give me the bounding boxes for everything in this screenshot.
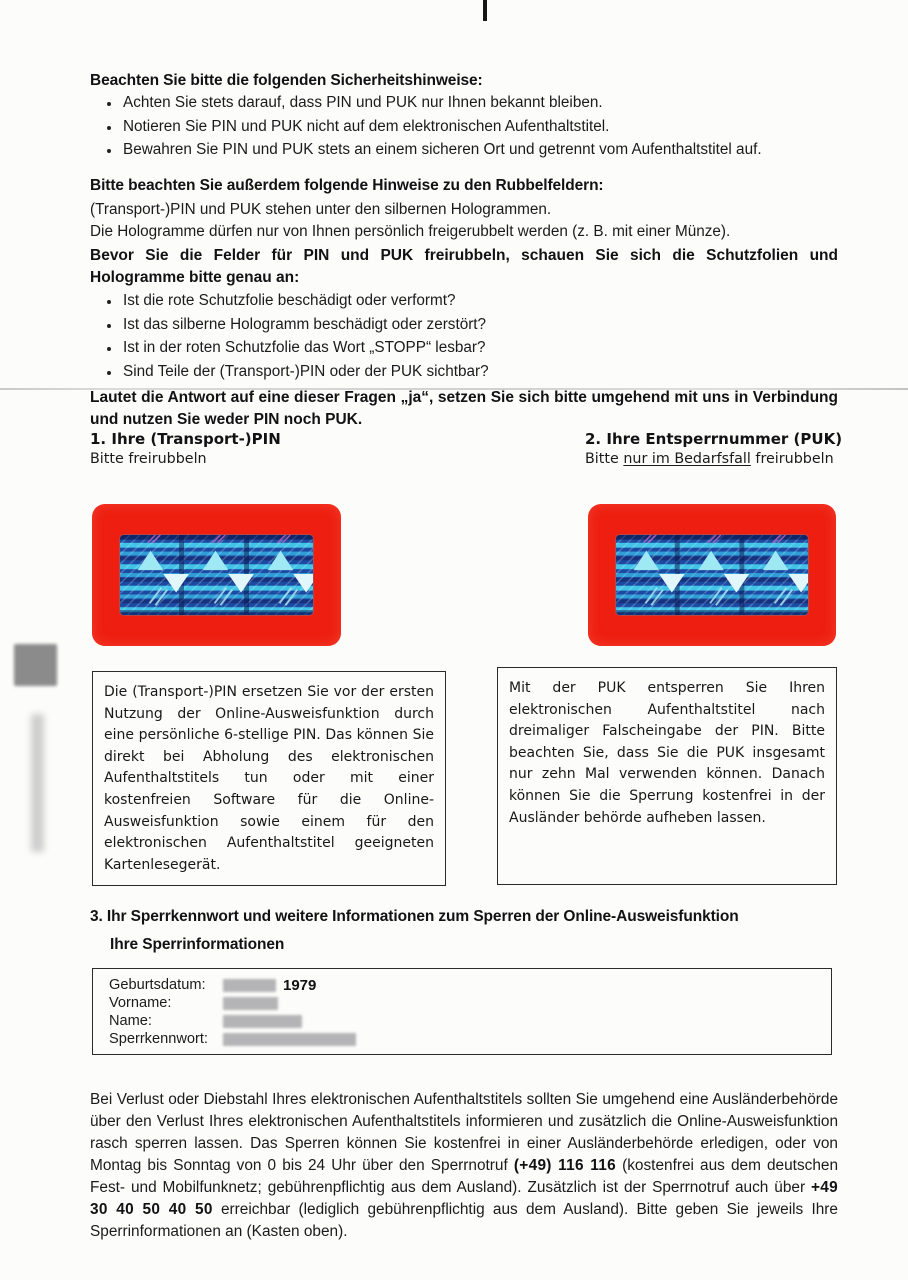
puk-title: 2. Ihre Entsperrnummer (PUK)	[585, 430, 843, 448]
rubbelfelder-bullet: • Ist die rote Schutzfolie beschädigt oder verformt?	[121, 293, 838, 310]
pin-column-header	[90, 430, 281, 467]
security-bullet: • Bewahren Sie PIN und PUK stets an einem sicheren Ort und getrennt vom Aufenthaltstitel auf.	[121, 142, 838, 159]
security-bullet-list	[90, 95, 838, 159]
pin-title: 1. Ihre (Transport-)PIN	[90, 430, 281, 448]
scan-artifact-strip	[31, 714, 44, 852]
pin-description-box: Die (Transport-)PIN ersetzen Sie vor der ersten Nutzung der Online-Ausweisfunktion durch eine persönliche 6-stellige PIN. Das können Sie direkt bei Abholung des elektronischen Aufenthaltstitels tun oder mit einer kostenfreien Software für die Online-Ausweisfunktion sowie einem für den elektronischen Aufenthaltstitel geeigneten Kartenlesegerät.	[92, 671, 446, 886]
scan-artifact-square	[14, 644, 57, 686]
security-section	[90, 72, 838, 166]
footer-text: (kostenfrei aus dem deutschen Fest- und Mobilfunknetz; gebührenpflichtig aus dem Ausland). Zusätzlich ist der Sperrnotruf auch über	[90, 1157, 839, 1197]
rubbelfelder-line1: (Transport-)PIN und PUK stehen unter den silbernen Hologrammen.	[90, 201, 552, 218]
info-label: Name:	[109, 1013, 152, 1029]
pin-hologram-window	[119, 534, 314, 616]
puk-subtitle-pre: Bitte	[585, 451, 624, 467]
rubbelfelder-bullet-list	[90, 293, 838, 380]
info-row-geburtsdatum	[109, 976, 831, 994]
puk-subtitle-underlined: nur im Bedarfsfall	[623, 451, 751, 467]
rubbelfelder-section	[90, 177, 838, 431]
birth-year-value: 1979	[283, 976, 317, 994]
redacted-value	[223, 997, 278, 1010]
redacted-value	[223, 1015, 302, 1028]
rubbelfelder-bullet: • Ist in der roten Schutzfolie das Wort „STOPP“ lesbar?	[121, 340, 838, 357]
puk-subtitle-post: freirubbeln	[750, 451, 834, 467]
info-row-sperrkennwort	[109, 1030, 831, 1048]
fold-mark-top	[483, 0, 487, 21]
phone-number-international: +49 30 40 50 40 50	[90, 1179, 838, 1218]
security-heading: Beachten Sie bitte die folgenden Sicherheitshinweise:	[90, 72, 483, 89]
footer-text: Bei Verlust oder Diebstahl Ihres elektronischen Aufenthaltstitels sollten Sie umgehend eine Ausländerbehörde über den Verlust Ihres elektronischen Aufenthaltstitels informieren und zusätzlich die Online-Ausweisfunktion rasch sperren lassen. Das Sperren können Sie kostenfrei in einer Ausländerbehörde erledigen, oder von Montag bis Sonntag von 0 bis 24 Uhr über den Sperrnotruf	[90, 1091, 838, 1175]
rubbelfelder-line2: Die Hologramme dürfen nur von Ihnen persönlich freigerubbelt werden (z. B. mit einer Münze).	[90, 222, 731, 240]
footer-paragraph	[90, 1089, 838, 1242]
rubbelfelder-bold-intro: Bevor Sie die Felder für PIN und PUK freirubbeln, schauen Sie sich die Schutzfolien und Hologramme bitte genau an:	[90, 247, 838, 286]
sperrinformationen-box	[92, 968, 832, 1055]
rubbelfelder-heading: Bitte beachten Sie außerdem folgende Hinweise zu den Rubbelfeldern:	[90, 177, 604, 194]
security-bullet: • Notieren Sie PIN und PUK nicht auf dem elektronischen Aufenthaltstitel.	[121, 119, 838, 136]
phone-number-sperrnotruf: (+49) 116 116	[513, 1157, 616, 1175]
puk-hologram-window	[615, 534, 809, 616]
puk-description-box: Mit der PUK entsperren Sie Ihren elektronischen Aufenthaltstitel nach dreimaliger Falscheingabe der PIN. Bitte beachten Sie, dass Sie die PUK insgesamt nur zehn Mal verwenden können. Danach können Sie die Sperrung kostenfrei in der Ausländer behörde aufheben lassen.	[497, 667, 837, 885]
info-label: Geburtsdatum:	[109, 977, 206, 993]
sperr-title: 3. Ihr Sperrkennwort und weitere Informationen zum Sperren der Online-Ausweisfunktion	[90, 908, 739, 925]
hologram-pattern	[120, 535, 313, 615]
hologram-pattern	[616, 535, 808, 615]
footer-text: erreichbar (lediglich gebührenpflichtig aus dem Ausland). Bitte geben Sie jeweils Ihre Sperrinformationen an (Kasten oben).	[90, 1200, 838, 1240]
rubbelfelder-warning: Lautet die Antwort auf eine dieser Fragen „ja“, setzen Sie sich bitte umgehend mit uns in Verbindung und nutzen Sie weder PIN noch PUK.	[90, 389, 838, 428]
pin-subtitle: Bitte freirubbeln	[90, 451, 207, 467]
security-bullet: • Achten Sie stets darauf, dass PIN und PUK nur Ihnen bekannt bleiben.	[121, 95, 838, 112]
puk-scratch-card	[588, 504, 836, 646]
info-label: Vorname:	[109, 995, 172, 1011]
rubbelfelder-bullet: • Sind Teile der (Transport-)PIN oder der PUK sichtbar?	[121, 364, 838, 381]
sperr-subtitle: Ihre Sperrinformationen	[110, 936, 285, 953]
info-row-name	[109, 1012, 831, 1030]
info-label: Sperrkennwort:	[109, 1031, 208, 1047]
redacted-value	[223, 1033, 356, 1046]
puk-subtitle	[585, 451, 842, 467]
info-row-vorname	[109, 994, 831, 1012]
puk-column-header	[585, 430, 842, 467]
pin-scratch-card	[92, 504, 341, 646]
redacted-value	[223, 979, 276, 992]
rubbelfelder-bullet: • Ist das silberne Hologramm beschädigt oder zerstört?	[121, 317, 838, 334]
